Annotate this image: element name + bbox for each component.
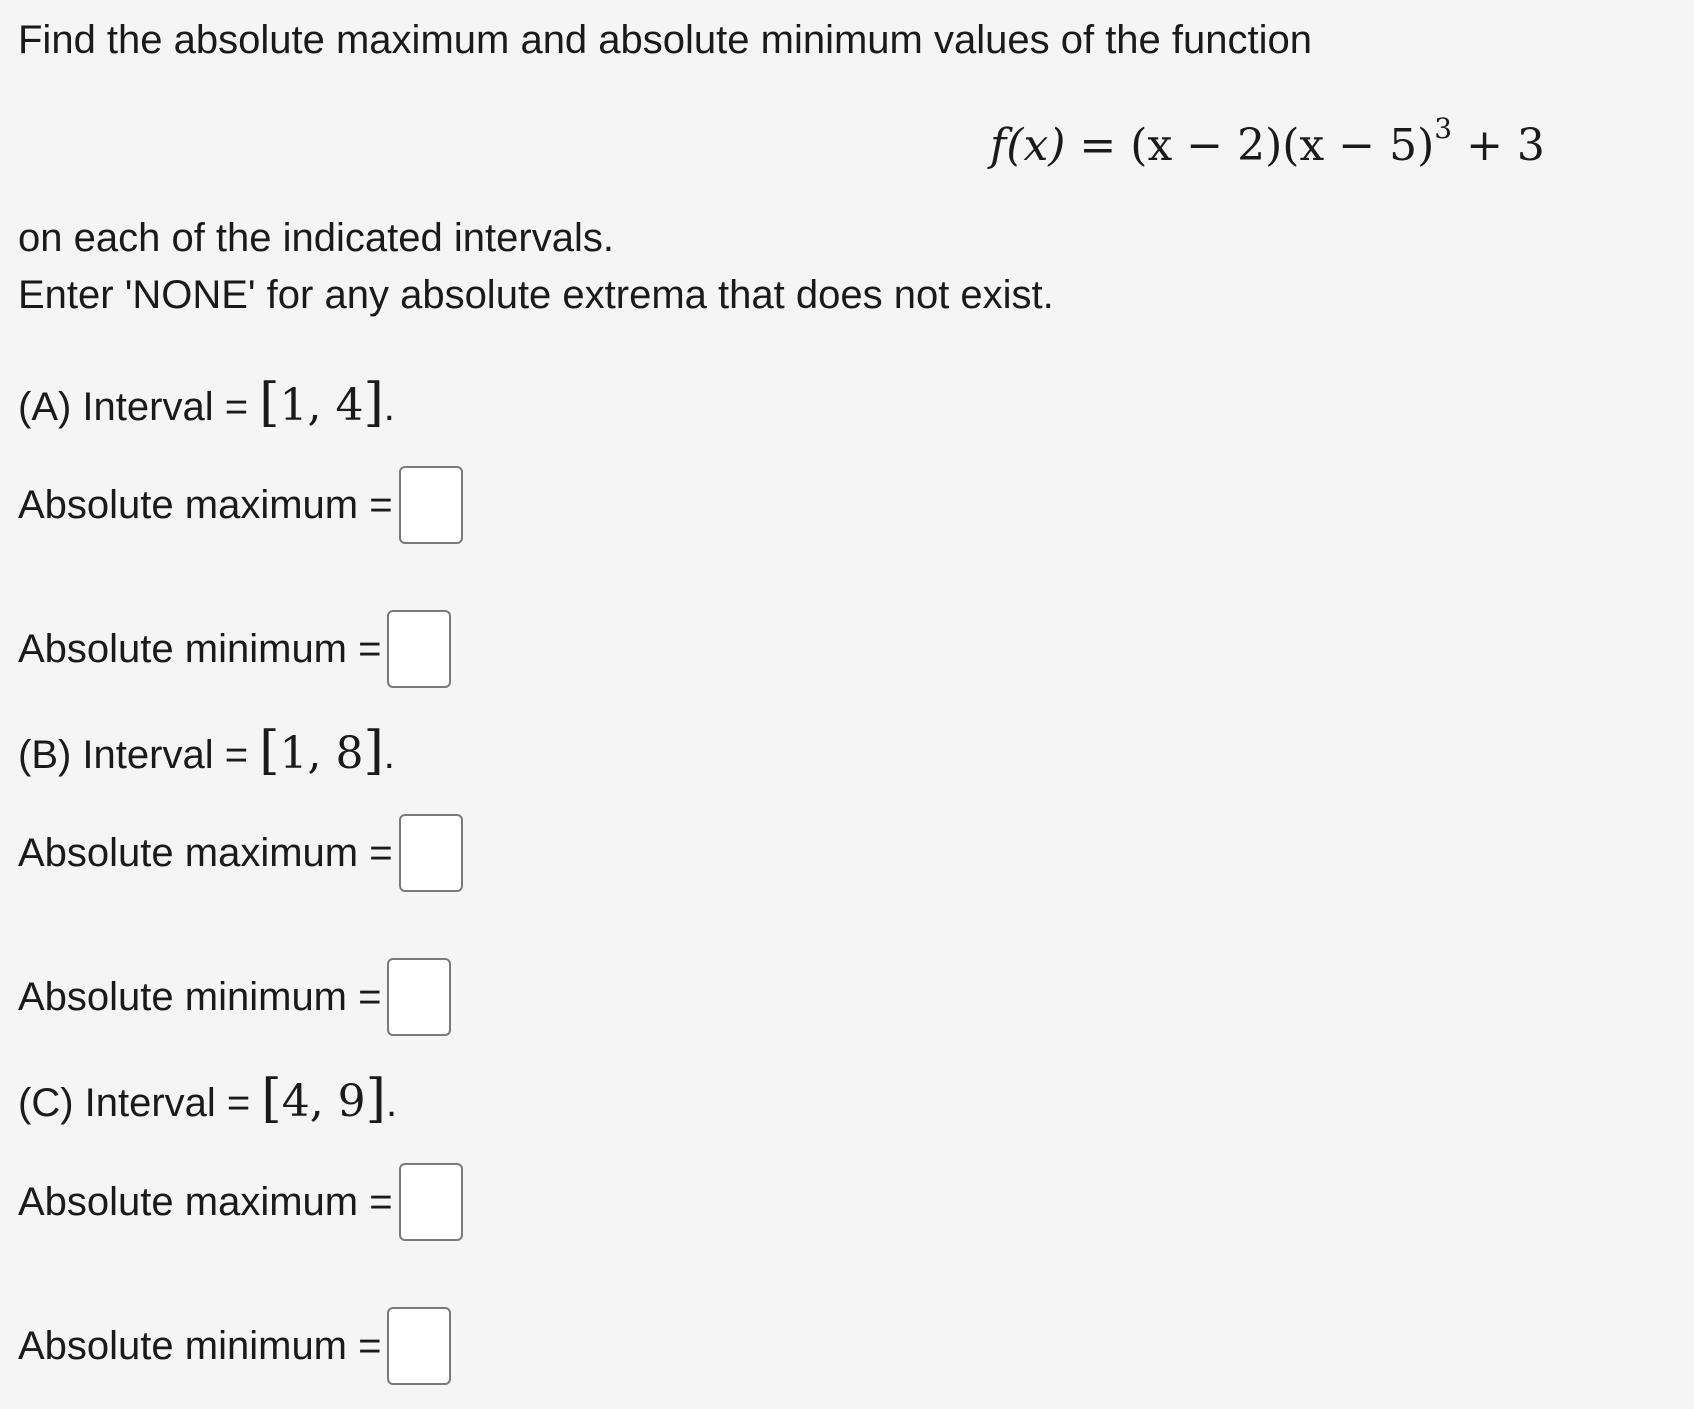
part-c-min-input[interactable] <box>387 1307 451 1385</box>
question-line-none: Enter 'NONE' for any absolute extrema that does not exist. <box>18 273 1054 317</box>
part-a-max-label: Absolute maximum = <box>18 483 393 527</box>
close-bracket: ] <box>365 1069 386 1129</box>
part-a-interval <box>18 373 395 433</box>
part-c-max-input[interactable] <box>399 1163 463 1241</box>
function-formula <box>990 112 1545 174</box>
open-bracket: [ <box>259 721 280 781</box>
part-b-min-input[interactable] <box>387 958 451 1036</box>
close-bracket: ] <box>363 373 384 433</box>
question-line-intervals: on each of the indicated intervals. <box>18 216 614 260</box>
part-c-min-label: Absolute minimum = <box>18 1324 382 1368</box>
close-bracket: ] <box>363 721 384 781</box>
part-a-prefix: (A) Interval = <box>18 385 260 429</box>
period: . <box>383 385 395 429</box>
part-c-prefix: (C) Interval = <box>18 1081 262 1125</box>
formula-lhs: f(x) = <box>990 120 1131 171</box>
formula-tail: + 3 <box>1452 120 1545 171</box>
question-intro: Find the absolute maximum and absolute minimum values of the function <box>18 18 1313 62</box>
part-c-max-label: Absolute maximum = <box>18 1180 393 1224</box>
period: . <box>383 733 395 777</box>
part-a-min-label: Absolute minimum = <box>18 627 382 671</box>
part-a-max-row <box>18 466 463 544</box>
part-b-interval-value: 1, 8 <box>279 728 364 779</box>
part-b-max-input[interactable] <box>399 814 463 892</box>
part-b-min-row <box>18 958 451 1036</box>
part-c-min-row <box>18 1307 451 1385</box>
formula-body: (x − 2)(x − 5) <box>1130 120 1435 171</box>
period: . <box>385 1081 398 1125</box>
part-a-min-input[interactable] <box>387 610 451 688</box>
part-a-interval-value: 1, 4 <box>279 380 364 431</box>
part-c-interval-value: 4, 9 <box>281 1076 366 1127</box>
part-b-interval <box>18 721 395 781</box>
open-bracket: [ <box>259 373 280 433</box>
part-b-prefix: (B) Interval = <box>18 733 260 777</box>
part-b-max-label: Absolute maximum = <box>18 831 393 875</box>
part-a-min-row <box>18 610 451 688</box>
part-c-max-row <box>18 1163 463 1241</box>
open-bracket: [ <box>261 1069 282 1129</box>
part-b-min-label: Absolute minimum = <box>18 975 382 1019</box>
part-c-interval <box>18 1069 398 1129</box>
formula-exponent: 3 <box>1434 112 1453 145</box>
part-b-max-row <box>18 814 463 892</box>
part-a-max-input[interactable] <box>399 466 463 544</box>
